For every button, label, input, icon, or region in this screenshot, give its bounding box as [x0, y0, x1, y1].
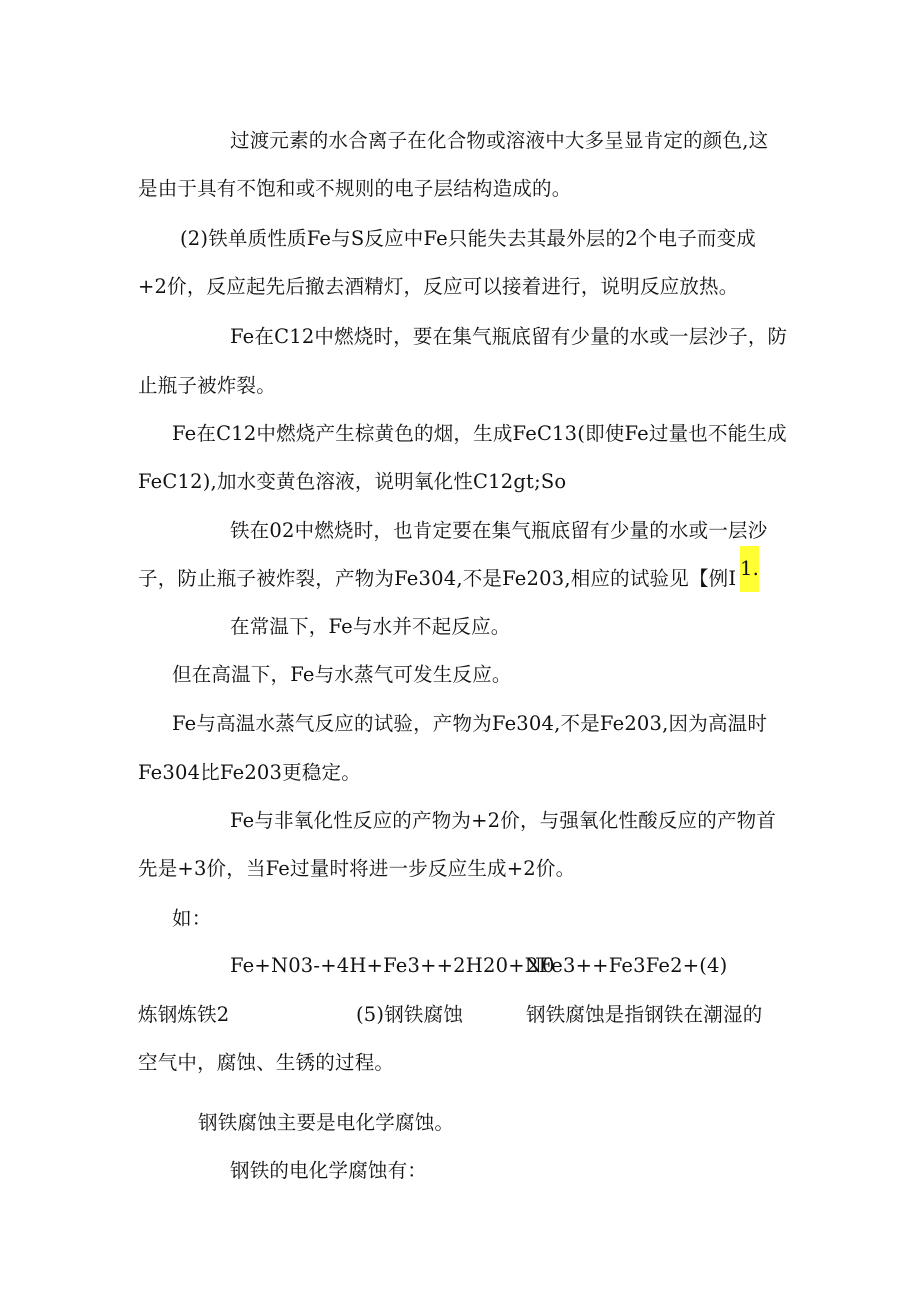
- section-heading: (5)钢铁腐蚀: [356, 1003, 464, 1026]
- paragraph-line: Fe在C12中燃烧产生棕黄色的烟，生成FeC13(即使Fe过量也不能生成: [172, 422, 787, 445]
- equation-text: Fe+N03-+4H+Fe3++2H20+N0: [230, 954, 555, 977]
- paragraph-line: 过渡元素的水合离子在化合物或溶液中大多呈显肯定的颜色,这: [230, 129, 769, 152]
- paragraph-line: Fe在C12中燃烧时，要在集气瓶底留有少量的水或一层沙子，防: [230, 325, 788, 348]
- paragraph-line: 在常温下，Fe与水并不起反应。: [230, 615, 511, 638]
- paragraph-line: Fe304比Fe203更稳定。: [138, 761, 361, 784]
- paragraph-line: 钢铁腐蚀是指钢铁在潮湿的: [526, 1003, 763, 1026]
- paragraph-line: 但在高温下，Fe与水蒸气可发生反应。: [172, 663, 512, 686]
- highlight-mark: 1.: [740, 546, 759, 592]
- paragraph-line: 先是+3价，当Fe过量时将进一步反应生成+2价。: [138, 857, 576, 880]
- paragraph-line: [138, 566, 736, 592]
- paragraph-line: 空气中，腐蚀、生锈的过程。: [138, 1051, 395, 1074]
- paragraph-line: FeC12),加水变黄色溶液，说明氧化性C12gt;So: [138, 470, 567, 493]
- paragraph-line: (2)铁单质性质Fe与S反应中Fe只能失去其最外层的2个电子而变成: [180, 227, 756, 250]
- paragraph-line: 是由于具有不饱和或不规则的电子层结构造成的。: [138, 177, 572, 200]
- paragraph-line: 铁在02中燃烧时，也肯定要在集气瓶底留有少量的水或一层沙: [230, 519, 768, 542]
- paragraph-line: +2价，反应起先后撤去酒精灯，反应可以接着进行，说明反应放热。: [138, 275, 739, 298]
- paragraph-line: 炼钢炼铁2: [138, 1003, 230, 1026]
- line-text: 子，防止瓶子被炸裂，产物为Fe304,不是Fe203,相应的试验见【例I: [138, 567, 737, 590]
- paragraph-line: Fe与高温水蒸气反应的试验，产物为Fe304,不是Fe203,因为高温时: [172, 712, 768, 735]
- paragraph-line: Fe与非氧化性反应的产物为+2价，与强氧化性酸反应的产物首: [230, 809, 777, 832]
- highlighted-text: [740, 546, 759, 592]
- paragraph-line: 如：: [172, 907, 212, 930]
- paragraph-line: 钢铁腐蚀主要是电化学腐蚀。: [198, 1111, 455, 1134]
- paragraph-line: 止瓶子被炸裂。: [138, 374, 276, 397]
- paragraph-line: 钢铁的电化学腐蚀有：: [230, 1159, 428, 1182]
- equation-text: 2Fe3++Fe3Fe2+(4): [526, 954, 728, 977]
